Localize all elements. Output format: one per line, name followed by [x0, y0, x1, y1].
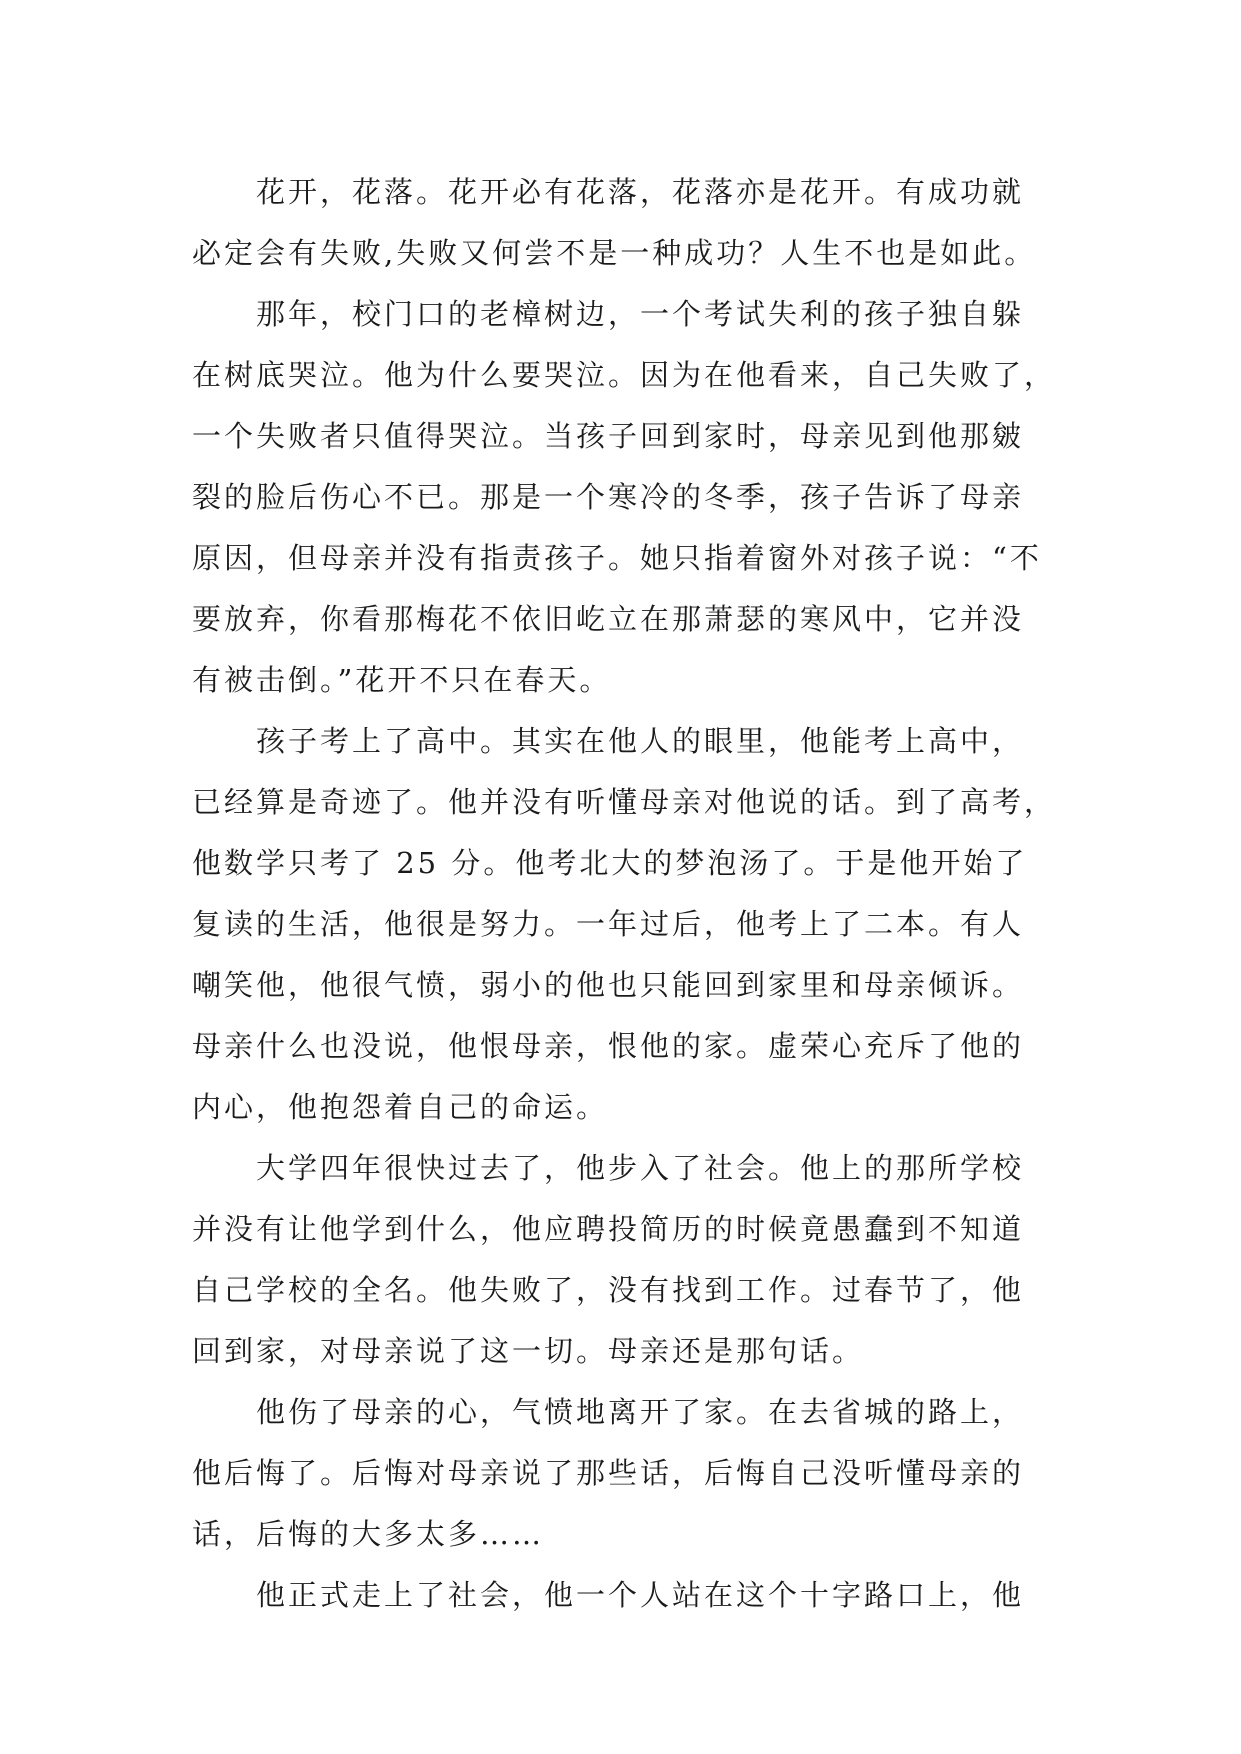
paragraph-line: 回到家，对母亲说了这一切。母亲还是那句话。 [192, 1334, 865, 1368]
paragraph-line: 大学四年很快过去了，他步入了社会。他上的那所学校 [256, 1151, 1025, 1185]
paragraph-line: 复读的生活，他很是努力。一年过后，他考上了二本。有人 [192, 907, 1025, 941]
paragraph-line: 必定会有失败,失败又何尝不是一种成功？人生不也是如此。 [192, 236, 1037, 270]
paragraph-line: 并没有让他学到什么，他应聘投简历的时候竟愚蠢到不知道 [192, 1212, 1025, 1246]
paragraph-line: 有被击倒。”花开不只在春天。 [192, 663, 612, 697]
paragraph-line: 在树底哭泣。他为什么要哭泣。因为在他看来，自己失败了， [192, 358, 1057, 392]
paragraph-line: 他正式走上了社会，他一个人站在这个十字路口上，他 [256, 1578, 1025, 1612]
paragraph-line: 那年，校门口的老樟树边，一个考试失利的孩子独自躲 [256, 297, 1025, 331]
paragraph-line: 一个失败者只值得哭泣。当孩子回到家时，母亲见到他那皴 [192, 419, 1025, 453]
paragraph-line: 原因，但母亲并没有指责孩子。她只指着窗外对孩子说：“不 [192, 541, 1042, 575]
paragraph-line: 母亲什么也没说，他恨母亲，恨他的家。虚荣心充斥了他的 [192, 1029, 1025, 1063]
paragraph-line: 嘲笑他，他很气愤，弱小的他也只能回到家里和母亲倾诉。 [192, 968, 1025, 1002]
body-text [192, 162, 1072, 1626]
paragraph-line: 已经算是奇迹了。他并没有听懂母亲对他说的话。到了高考， [192, 785, 1057, 819]
paragraph-line: 自己学校的全名。他失败了，没有找到工作。过春节了，他 [192, 1273, 1025, 1307]
paragraph-line: 他数学只考了 25 分。他考北大的梦泡汤了。于是他开始了 [192, 846, 1028, 880]
paragraph-line: 裂的脸后伤心不已。那是一个寒冷的冬季，孩子告诉了母亲 [192, 480, 1025, 514]
paragraph-line: 花开，花落。花开必有花落，花落亦是花开。有成功就 [256, 175, 1025, 209]
paragraph-line: 孩子考上了高中。其实在他人的眼里，他能考上高中， [256, 724, 1025, 758]
paragraph-line: 他伤了母亲的心，气愤地离开了家。在去省城的路上， [256, 1395, 1025, 1429]
paragraph-line: 内心，他抱怨着自己的命运。 [192, 1090, 609, 1124]
paragraph-line: 要放弃，你看那梅花不依旧屹立在那萧瑟的寒风中，它并没 [192, 602, 1025, 636]
paragraph-line: 他后悔了。后悔对母亲说了那些话，后悔自己没听懂母亲的 [192, 1456, 1025, 1490]
paragraph-line: 话，后悔的大多太多…… [192, 1517, 545, 1551]
